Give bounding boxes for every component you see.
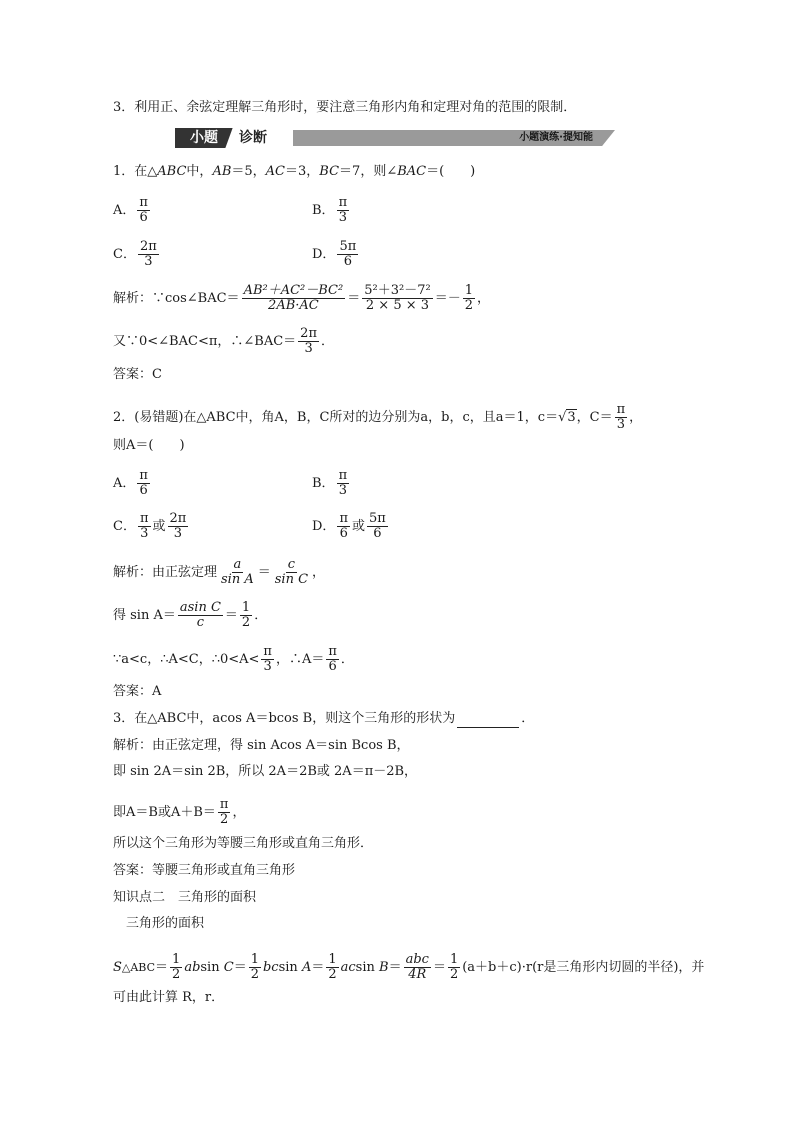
q2-stem: 2．(易错题)在△ABC中，角A，B，C所对的边分别为a，b，c，且a＝1，c＝√3，C＝ $\frac{\pi}{3}$ ， [113,402,643,432]
banner-right: 诊断 [239,130,267,146]
q1-solution: 解析：∵cos∠BAC＝ $\frac{\text{AB²＋AC²－BC²}}{2AB\cdot AC}$ ＝ $\frac{\text{5²＋3²－7²}}{2 \times 5 \times 3}$ ＝－ $\frac{1}{2}$ ， [113,283,490,313]
q1-option-d[interactable]: D． $\frac{5\pi}{6}$ [312,239,357,269]
q3-solution-4: 所以这个三角形为等腰三角形或直角三角形． [113,836,374,851]
q2-option-c[interactable]: C． $\frac{\pi}{3}$ 或 $\frac{2\pi}{3}$ [113,511,187,541]
q2-option-b[interactable]: B． $\frac{\pi}{3}$ [312,468,348,498]
q3-solution-3: 即A＝B或A＋B＝ $\frac{\pi}{2}$ ， [113,797,246,827]
banner-left: 小题 [175,128,233,148]
q1-option-b[interactable]: B． $\frac{\pi}{3}$ [312,195,348,225]
q2-option-d[interactable]: D． $\frac{\pi}{6}$ 或 $\frac{5\pi}{6}$ [312,511,386,541]
q1-solution-2: 又∵0<∠BAC<π，∴∠BAC＝ $\frac{2\pi}{3}$ ． [113,326,335,356]
intro-text: 3．利用正、余弦定理解三角形时，要注意三角形内角和定理对角的范围的限制． [113,100,577,115]
q1-answer: 答案：C [113,367,162,382]
q2-solution-1: 解析：由正弦定理 $\frac{a}{\text{sin A}}$ ＝ $\frac{c}{\text{sin C}}$ ， [113,557,326,587]
area-formula: S△ABC＝ $\frac{1}{2}$ absin C＝ $\frac{1}{2}$ bcsin A＝ $\frac{1}{2}$ acsin B＝ abc 4R ＝ $\frac{1}{2}$ (a＋b＋c)·r(r是三角形内切圆的半径)，并 [113,952,705,982]
q3-solution-1: 解析：由正弦定理，得 sin Acos A＝sin Bcos B， [113,738,410,753]
q2-solution-3: ∵a<c，∴A<C，∴0<A< $\frac{\pi}{3}$ ，∴A＝ $\frac{\pi}{6}$ ． [113,644,354,674]
q1-option-c[interactable]: C． $\frac{2\pi}{3}$ [113,239,157,269]
kp-last: 可由此计算 R，r． [113,990,225,1005]
q2-stem-2: 则A＝( ) [113,438,185,453]
kp-title: 知识点二 三角形的面积 [113,890,257,905]
q2-option-a[interactable]: A． $\frac{\pi}{6}$ [113,468,148,498]
q3-solution-2: 即 sin 2A＝sin 2B，所以 2A＝2B或 2A＝π－2B， [113,764,418,779]
banner-sub: 小题演练·提知能 [519,132,593,143]
q1-stem: 1．在△ABC中，AB＝5，AC＝3，BC＝7，则∠BAC＝( ) [113,164,476,179]
answer-blank[interactable] [457,715,519,728]
kp-sub: 三角形的面积 [126,916,205,931]
q3-stem: 3．在△ABC中，acos A＝bcos B，则这个三角形的形状为 ． [113,711,535,726]
q1-option-a[interactable]: A． $\frac{\pi}{6}$ [113,195,148,225]
section-banner [175,128,615,148]
q2-solution-2: 得 sin A＝ $\frac{\text{asin C}}{c}$ ＝ $\frac{1}{2}$ ． [113,600,268,630]
q3-answer: 答案：等腰三角形或直角三角形 [113,863,296,878]
q2-answer: 答案：A [113,684,162,699]
